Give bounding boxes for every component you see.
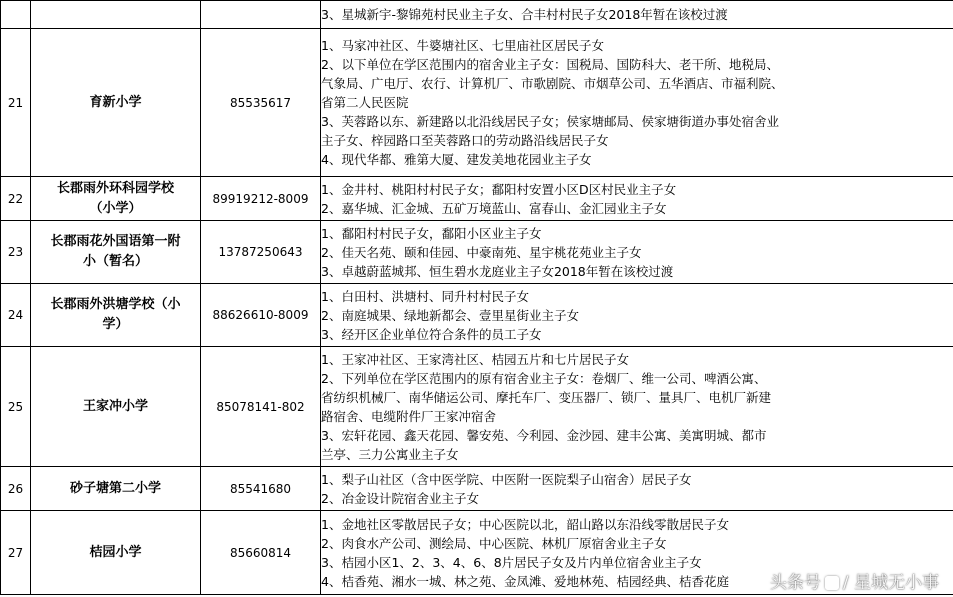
- area-line: 1、马家冲社区、牛婆塘社区、七里庙社区居民子女: [321, 38, 604, 53]
- enrollment-area: [321, 284, 953, 347]
- enrollment-area: [321, 221, 953, 284]
- table-row: [1, 467, 953, 511]
- school-name: [31, 1, 201, 29]
- area-line: 1、鄱阳村村民子女，鄱阳小区业主子女: [321, 225, 542, 241]
- area-line: 2、佳天名苑、颐和佳园、中豪南苑、星宇桃花苑业主子女: [321, 244, 642, 260]
- school-name: 王家冲小学: [31, 347, 201, 467]
- row-number: 22: [1, 177, 31, 221]
- enrollment-area: [321, 1, 953, 29]
- toutiao-logo-icon: [825, 576, 839, 590]
- table-row: [1, 1, 953, 29]
- watermark-prefix: 头条号: [769, 573, 821, 593]
- school-name: 长郡雨外环科园学校（小学）: [31, 177, 201, 221]
- area-line: 2、肉食水产公司、测绘局、中心医院、林机厂原宿舍业主子女: [321, 535, 667, 551]
- school-name: 长郡雨花外国语第一附小（暂名）: [31, 221, 201, 284]
- area-line: 主子女、梓园路口至芙蓉路口的劳动路沿线居民子女: [321, 133, 609, 148]
- school-name: 桔园小学: [31, 511, 201, 595]
- row-number: 24: [1, 284, 31, 347]
- area-line: 1、金地社区零散居民子女；中心医院以北，韶山路以东沿线零散居民子女: [321, 516, 729, 532]
- area-line: 4、现代华都、雅第大厦、建发美地花园业主子女: [321, 152, 592, 167]
- row-number: 27: [1, 511, 31, 595]
- table-row: [1, 221, 953, 284]
- area-line: 兰亭、三力公寓业主子女: [321, 446, 459, 462]
- area-line: 省纺织机械厂、南华储运公司、摩托车厂、变压器厂、锁厂、量具厂、电机厂新建: [321, 389, 772, 405]
- phone-number: 85535617: [201, 29, 321, 177]
- watermark-separator: /: [842, 573, 849, 593]
- phone-number: 13787250643: [201, 221, 321, 284]
- area-line: 3、桔园小区1、2、3、4、6、8片居民子女及片内单位宿舍业主子女: [321, 554, 702, 570]
- school-name: 长郡雨外洪塘学校（小学）: [31, 284, 201, 347]
- area-line: 省第二人民医院: [321, 95, 409, 110]
- watermark-name: 星城无小事: [854, 573, 939, 593]
- table-row: [1, 29, 953, 177]
- area-line: 气象局、广电厅、农行、计算机厂、市歌剧院、市烟草公司、五华酒店、市福利院、: [321, 76, 784, 91]
- school-name: 砂子塘第二小学: [31, 467, 201, 511]
- area-line: 1、王家冲社区、王家湾社区、桔园五片和七片居民子女: [321, 351, 629, 367]
- area-line: 3、宏轩花园、鑫天花园、馨安苑、今利园、金沙园、建丰公寓、美寓明城、都市: [321, 427, 767, 443]
- area-line: 1、白田村、洪塘村、同升村村民子女: [321, 288, 529, 304]
- enrollment-area: [321, 347, 953, 467]
- phone-number: 89919212-8009: [201, 177, 321, 221]
- area-line: 1、梨子山社区（含中医学院、中医附一医院梨子山宿舍）居民子女: [321, 471, 692, 487]
- area-line: 2、嘉华城、汇金城、五矿万境蓝山、富春山、金汇园业主子女: [321, 200, 667, 216]
- area-line: 4、桔香苑、湘水一城、林之苑、金凤滩、爱地林苑、桔园经典、桔香花庭: [321, 573, 729, 589]
- watermark: [770, 568, 939, 593]
- area-line: 3、经开区企业单位符合条件的员工子女: [321, 326, 542, 342]
- table-row: [1, 177, 953, 221]
- phone-number: [201, 1, 321, 29]
- phone-number: 85660814: [201, 511, 321, 595]
- area-line: 2、下列单位在学区范围内的原有宿舍业主子女：卷烟厂、维一公司、啤酒公寓、: [321, 370, 767, 386]
- area-line: 3、星城新宇-黎锦苑村民业主子女、合丰村村民子女2018年暂在该校过渡: [321, 7, 728, 22]
- row-number: 26: [1, 467, 31, 511]
- row-number: 25: [1, 347, 31, 467]
- area-line: 2、以下单位在学区范围内的宿舍业主子女：国税局、国防科大、老干所、地税局、: [321, 57, 779, 72]
- phone-number: 85541680: [201, 467, 321, 511]
- area-line: 3、芙蓉路以东、新建路以北沿线居民子女；侯家塘邮局、侯家塘街道办事处宿舍业: [321, 114, 779, 129]
- row-number: [1, 1, 31, 29]
- phone-number: 85078141-802: [201, 347, 321, 467]
- school-name: 育新小学: [31, 29, 201, 177]
- enrollment-area: [321, 467, 953, 511]
- row-number: 21: [1, 29, 31, 177]
- enrollment-area: [321, 29, 953, 177]
- area-line: 3、卓越蔚蓝城邦、恒生碧水龙庭业主子女2018年暂在该校过渡: [321, 263, 674, 279]
- area-line: 2、南庭城果、绿地新都会、壹里星街业主子女: [321, 307, 579, 323]
- table-row: [1, 284, 953, 347]
- enrollment-area: [321, 177, 953, 221]
- area-line: 路宿舍、电缆附件厂王家冲宿舍: [321, 408, 497, 424]
- row-number: 23: [1, 221, 31, 284]
- area-line: 2、冶金设计院宿舍业主子女: [321, 490, 479, 506]
- table-row: [1, 347, 953, 467]
- area-line: 1、金井村、桃阳村村民子女；鄱阳村安置小区D区村民业主子女: [321, 181, 677, 197]
- phone-number: 88626610-8009: [201, 284, 321, 347]
